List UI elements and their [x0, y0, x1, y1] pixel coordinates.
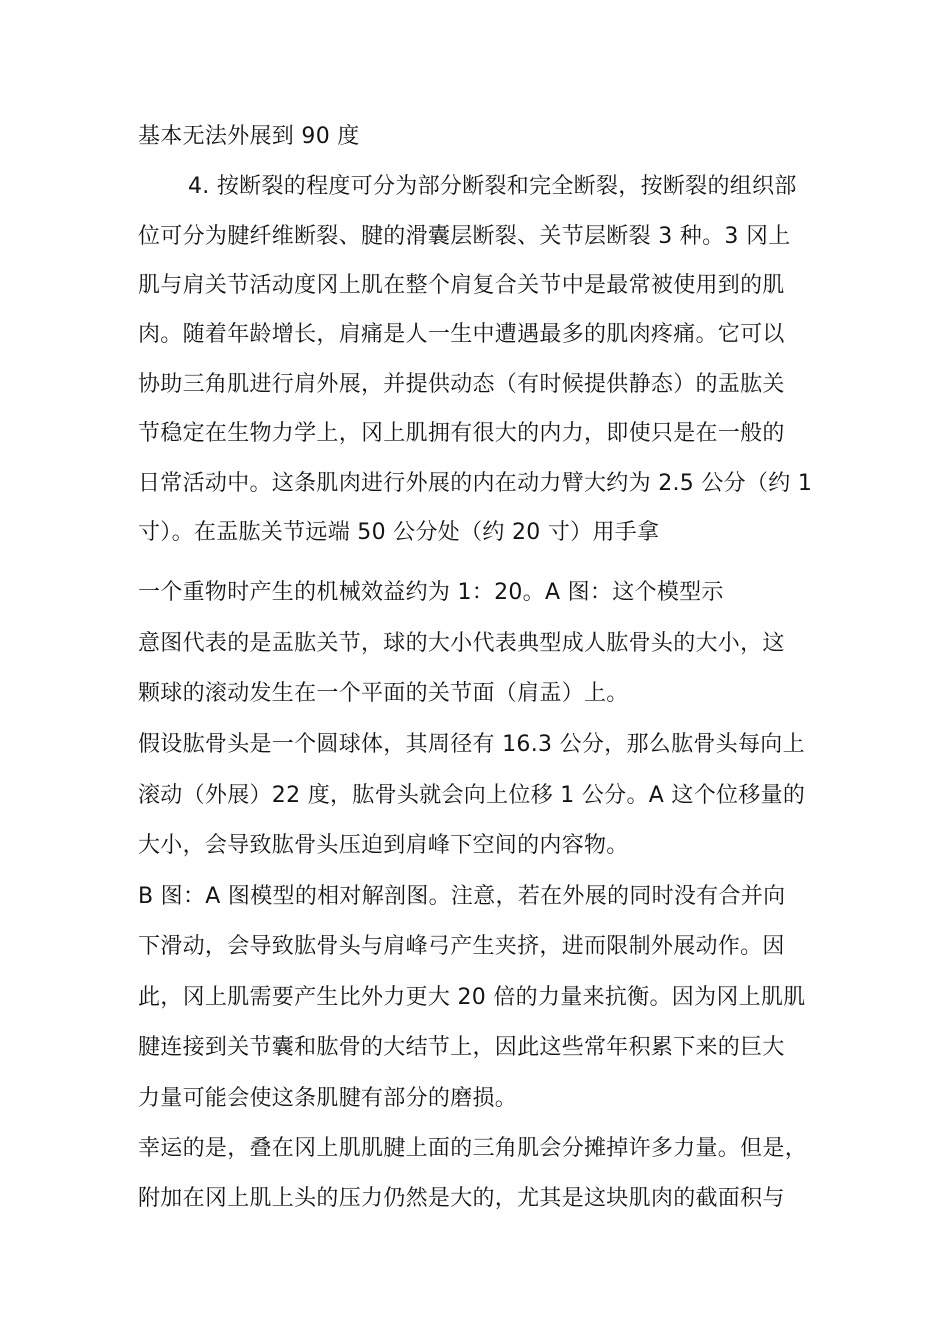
text-line: 协助三角肌进行肩外展，并提供动态（有时候提供静态）的盂肱关: [138, 372, 785, 397]
text-line: 腱连接到关节囊和肱骨的大结节上，因此这些常年积累下来的巨大: [138, 1035, 785, 1060]
text-line: 肉。随着年龄增长，肩痛是人一生中遭遇最多的肌肉疼痛。它可以: [138, 322, 785, 347]
text-line: 寸）。在盂肱关节远端 50 公分处（约 20 寸）用手拿: [138, 520, 660, 545]
text-line: 一个重物时产生的机械效益约为 1：20。A 图：这个模型示: [138, 580, 724, 605]
text-line: 日常活动中。这条肌肉进行外展的内在动力臂大约为 2.5 公分（约 1: [138, 471, 813, 496]
text-line: 幸运的是，叠在冈上肌肌腱上面的三角肌会分摊掉许多力量。但是，: [138, 1136, 808, 1161]
text-line: 力量可能会使这条肌腱有部分的磨损。: [138, 1086, 518, 1111]
text-line: 假设肱骨头是一个圆球体，其周径有 16.3 公分，那么肱骨头每向上: [138, 732, 805, 757]
text-line: 滚动（外展）22 度，肱骨头就会向上位移 1 公分。A 这个位移量的: [138, 783, 806, 808]
text-line: 4. 按断裂的程度可分为部分断裂和完全断裂，按断裂的组织部: [188, 174, 797, 199]
text-line: B 图：A 图模型的相对解剖图。注意，若在外展的同时没有合并向: [138, 884, 786, 909]
text-line: 肌与肩关节活动度冈上肌在整个肩复合关节中是最常被使用到的肌: [138, 273, 785, 298]
text-line: 意图代表的是盂肱关节，球的大小代表典型成人肱骨头的大小，这: [138, 631, 785, 656]
text-line: 下滑动，会导致肱骨头与肩峰弓产生夹挤，进而限制外展动作。因: [138, 934, 785, 959]
text-line: 大小，会导致肱骨头压迫到肩峰下空间的内容物。: [138, 833, 629, 858]
text-line: 节稳定在生物力学上，冈上肌拥有很大的内力，即使只是在一般的: [138, 421, 785, 446]
text-line: 此，冈上肌需要产生比外力更大 20 倍的力量来抗衡。因为冈上肌肌: [138, 985, 806, 1010]
text-line: 基本无法外展到 90 度: [138, 124, 360, 149]
text-line: 颗球的滚动发生在一个平面的关节面（肩盂）上。: [138, 681, 629, 706]
text-line: 附加在冈上肌上头的压力仍然是大的，尤其是这块肌肉的截面积与: [138, 1186, 785, 1211]
text-line: 位可分为腱纤维断裂、腱的滑囊层断裂、关节层断裂 3 种。3 冈上: [138, 224, 791, 249]
